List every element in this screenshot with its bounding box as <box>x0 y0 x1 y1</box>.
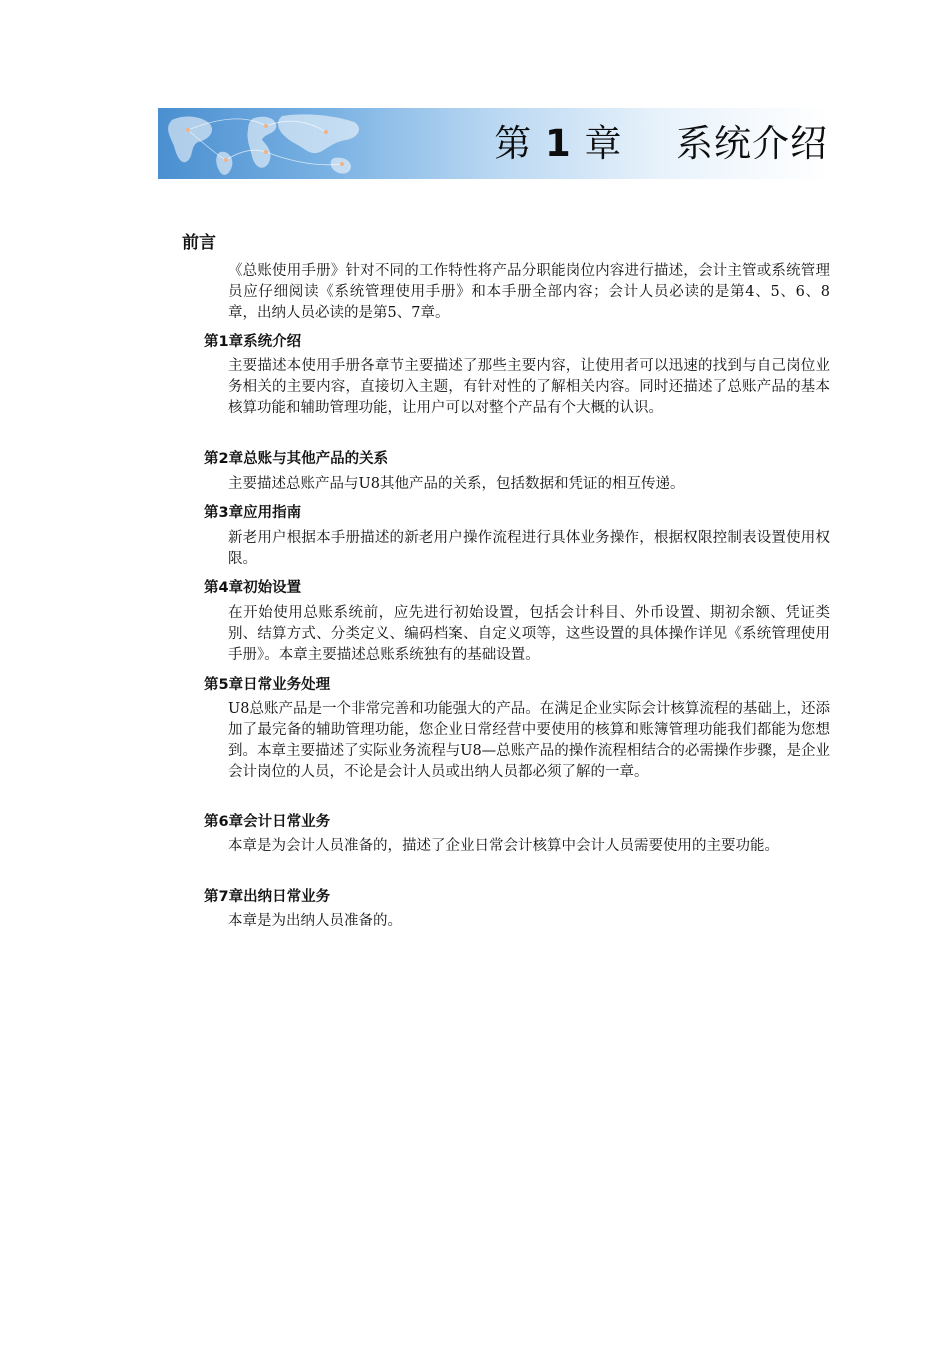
world-map-graphic <box>158 108 518 179</box>
section-heading-3: 第3章应用指南 <box>204 505 302 521</box>
section-heading-2: 第2章总账与其他产品的关系 <box>204 451 389 467</box>
section-text-6: 本章是为会计人员准备的，描述了企业日常会计核算中会计人员需要使用的主要功能。 <box>228 838 779 854</box>
section-heading-7: 第7章出纳日常业务 <box>204 889 331 905</box>
chapter-name: 系统介绍 <box>676 122 828 165</box>
chapter-number: 1 <box>544 122 572 165</box>
preface-heading: 前言 <box>182 233 216 253</box>
chapter-prefix: 第 <box>494 122 533 165</box>
chapter-title <box>494 122 828 166</box>
section-text-4: 在开始使用总账系统前，应先进行初始设置，包括会计科目、外币设置、期初余额、凭证类别、结算方式、分类定义、编码档案、自定义项等，这些设置的具体操作详见《系统管理使用手册》。本章主要描述总账系统独有的基础设置。 <box>228 605 830 663</box>
section-heading-1: 第1章系统介绍 <box>204 334 302 350</box>
preface-text: 《总账使用手册》针对不同的工作特性将产品分职能岗位内容进行描述，会计主管或系统管理员应仔细阅读《系统管理使用手册》和本手册全部内容；会计人员必读的是第4、5、6、8章，出纳人员必读的是第5、7章。 <box>228 263 830 321</box>
section-text-3: 新老用户根据本手册描述的新老用户操作流程进行具体业务操作，根据权限控制表设置使用权限。 <box>228 530 830 567</box>
section-heading-6: 第6章会计日常业务 <box>204 814 331 830</box>
section-text-7: 本章是为出纳人员准备的。 <box>228 913 402 929</box>
section-heading-4: 第4章初始设置 <box>204 580 302 596</box>
section-heading-5: 第5章日常业务处理 <box>204 677 331 693</box>
section-text-5: U8总账产品是一个非常完善和功能强大的产品。在满足企业实际会计核算流程的基础上，还添加了最完备的辅助管理功能，您企业日常经营中要使用的核算和账簿管理功能我们都能为您想到。本章主要描述了实际业务流程与U8—总账产品的操作流程相结合的必需操作步骤，是企业会计岗位的人员，不论是会计人员或出纳人员都必须了解的一章。 <box>228 701 830 780</box>
section-text-1: 主要描述本使用手册各章节主要描述了那些主要内容，让使用者可以迅速的找到与自己岗位业务相关的主要内容，直接切入主题，有针对性的了解相关内容。同时还描述了总账产品的基本核算功能和辅助管理功能，让用户可以对整个产品有个大概的认识。 <box>228 358 830 416</box>
chapter-suffix: 章 <box>584 122 623 165</box>
chapter-banner <box>158 108 830 179</box>
section-text-2: 主要描述总账产品与U8其他产品的关系，包括数据和凭证的相互传递。 <box>228 476 685 492</box>
